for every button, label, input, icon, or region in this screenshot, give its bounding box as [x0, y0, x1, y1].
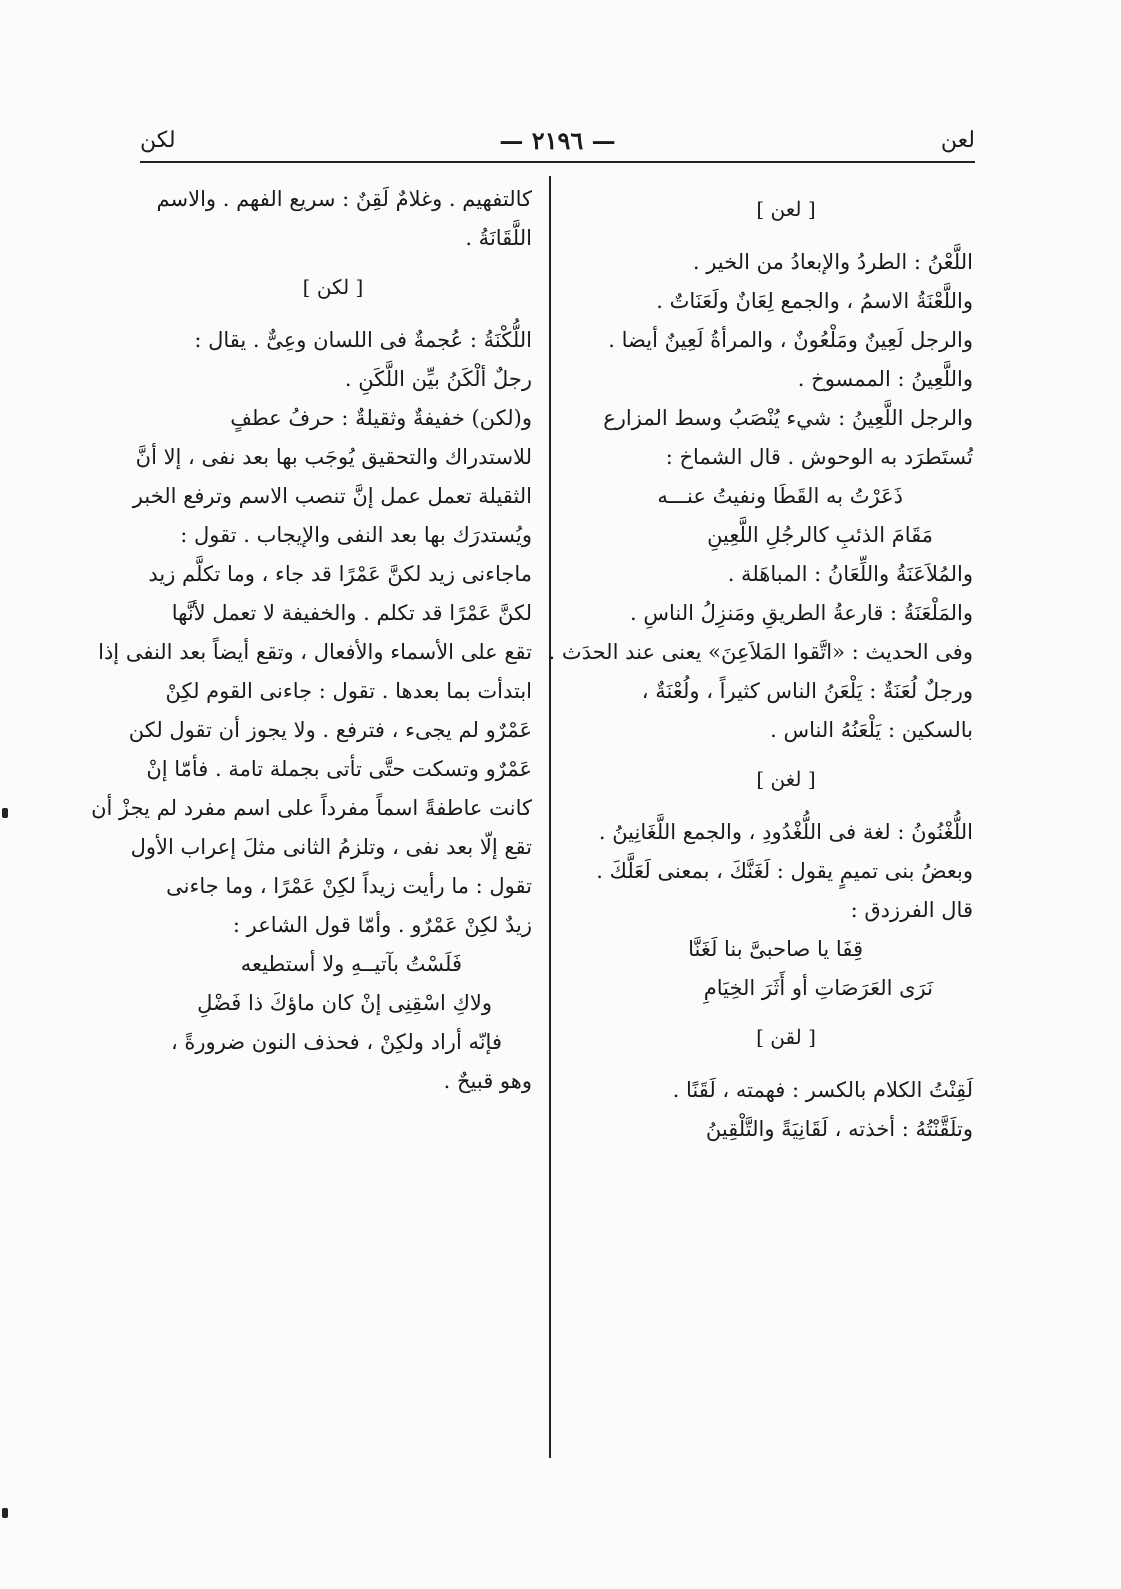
text-line: والمَلْعَنَةُ : قارعةُ الطريقِ ومَنزِلُ الناسِ .	[630, 601, 973, 625]
text-line: لَقِنْتُ الكلام بالكسر : فهمته ، لَقَنًا .	[672, 1078, 973, 1102]
verse-line: قِفَا يا صاحبىَّ بنا لَغَنَّا	[688, 937, 863, 961]
text-line: والمُلاَعَنَةُ واللِّعَانُ : المباهَلة .	[727, 562, 973, 586]
text-line: واللَّعِينُ : الممسوخ .	[797, 367, 973, 391]
entry-heading-lakan: [ لكن ]	[302, 275, 364, 299]
page-number: — ٢١٩٦ —	[499, 126, 616, 155]
text-line: واللَّعْنَةُ الاسمُ ، والجمع لِعَانٌ ولَعَنَاتٌ .	[656, 289, 973, 313]
verse-line: فَلَسْتُ بآتيــهِ ولا أستطيعه	[240, 952, 462, 976]
text-line: زيدٌ لكِنْ عَمْرٌو . وأمّا قول الشاعر :	[232, 913, 532, 937]
margin-mark	[2, 808, 8, 818]
verse-line: ولاكِ اسْقِنِى إنْ كان ماؤكَ ذا فَضْلِ	[197, 991, 492, 1015]
text-line: فإنّه أراد ولكِنْ ، فحذف النون ضرورةً ،	[170, 1030, 502, 1054]
text-line: اللَّعْنُ : الطردُ والإبعادُ من الخير .	[692, 250, 973, 274]
text-line: والرجل لَعِينٌ ومَلْعُونٌ ، والمرأةُ لَعِينٌ أيضا .	[608, 328, 973, 352]
entry-heading-laan: [ لعن ]	[756, 197, 816, 221]
text-line: تقع على الأسماء والأفعال ، وتقع أيضاً بعد النفى إذا	[98, 640, 532, 664]
text-line: وتلَقَّنْتُهُ : أخذته ، لَقَانِيَةً والتَّلْقِينُ	[705, 1117, 973, 1141]
text-line: بالسكين : يَلْعَنُهُ الناس .	[770, 718, 973, 742]
left-column	[91, 180, 532, 1101]
text-line: اللَّقَانَةُ .	[465, 226, 532, 250]
column-divider	[549, 176, 551, 1458]
entry-heading-laqan: [ لقن ]	[756, 1025, 816, 1049]
text-line: كانت عاطفةً اسماً مفرداً على اسم مفرد لم يجزْ أن	[91, 796, 532, 820]
header-left-word: لكن	[140, 128, 176, 153]
text-line: ورجلٌ لُعَنَةٌ : يَلْعَنُ الناس كثيراً ، ولُعْنَةٌ ،	[641, 679, 973, 703]
text-line: قال الفرزدق :	[850, 898, 973, 922]
text-line: رجلٌ ألْكَنُ بيِّن اللَّكَنِ .	[344, 367, 532, 391]
text-line: ابتدأت بما بعدها . تقول : جاءنى القوم لكِنْ	[165, 679, 532, 703]
text-line: تقول : ما رأيت زيداً لكِنْ عَمْرًا ، وما جاءنى	[166, 874, 532, 898]
text-line: كالتفهيم . وغلامٌ لَقِنٌ : سريع الفهم . والاسم	[156, 187, 532, 211]
text-line: عَمْرٌو وتسكت حتَّى تأتى بجملة تامة . فأمّا إنْ	[146, 757, 532, 781]
text-line: اللُّكْنَةُ : عُجمةٌ فى اللسان وعِىٌّ . يقال :	[194, 328, 532, 352]
margin-mark	[2, 1508, 8, 1518]
text-line: وهو قبيحٌ .	[443, 1069, 532, 1093]
verse-line: مَقَامَ الذئبِ كالرجُلِ اللَّعِينِ	[707, 523, 933, 547]
text-line: ماجاءنى زيد لكنَّ عَمْرًا قد جاء ، وما تكلَّم زيد	[148, 562, 532, 586]
verse-line: نَرَى العَرَصَاتِ أو أَثَرَ الخِيَامِ	[703, 976, 933, 1000]
text-line: و(لكن) خفيفةٌ وثقيلةٌ : حرفُ عطفٍ	[230, 406, 532, 430]
text-line: تُستَطرَد به الوحوش . قال الشماخ :	[665, 445, 973, 469]
header-rule	[140, 161, 975, 163]
text-line: والرجل اللَّعِينُ : شيء يُنْصَبُ وسط المزارع	[603, 406, 973, 430]
header-right-word: لعن	[940, 128, 975, 153]
text-line: للاستدراك والتحقيق يُوجَب بها بعد نفى ، إلا أنَّ	[135, 445, 532, 469]
text-line: عَمْرٌو لم يجىء ، فترفع . ولا يجوز أن تقول لكن	[128, 718, 532, 742]
right-column	[548, 180, 973, 1149]
verse-line: ذَعَرْتُ به القَطَا ونفيتُ عنـــه	[657, 484, 903, 508]
text-line: لكنَّ عَمْرًا قد تكلم . والخفيفة لا تعمل لأنَّها	[171, 601, 532, 625]
text-line: الثقيلة تعمل عمل إنَّ تنصب الاسم وترفع الخبر	[132, 484, 532, 508]
page-header	[140, 120, 975, 160]
text-line: اللُّغْنُونُ : لغة فى اللُّغْدُودِ ، والجمع اللَّغَانِينُ .	[598, 820, 973, 844]
text-line: تقع إلّا بعد نفى ، وتلزمُ الثانى مثلَ إعراب الأول	[130, 835, 532, 859]
text-line: وبعضُ بنى تميمٍ يقول : لَغَنَّكَ ، بمعنى لَعَلَّكَ .	[596, 859, 973, 883]
text-line: وفى الحديث : «اتَّقوا المَلاَعِنَ» يعنى عند الحدَث .	[548, 640, 973, 664]
entry-heading-laghan: [ لغن ]	[756, 767, 816, 791]
text-line: ويُستدرَك بها بعد النفى والإيجاب . تقول :	[180, 523, 532, 547]
